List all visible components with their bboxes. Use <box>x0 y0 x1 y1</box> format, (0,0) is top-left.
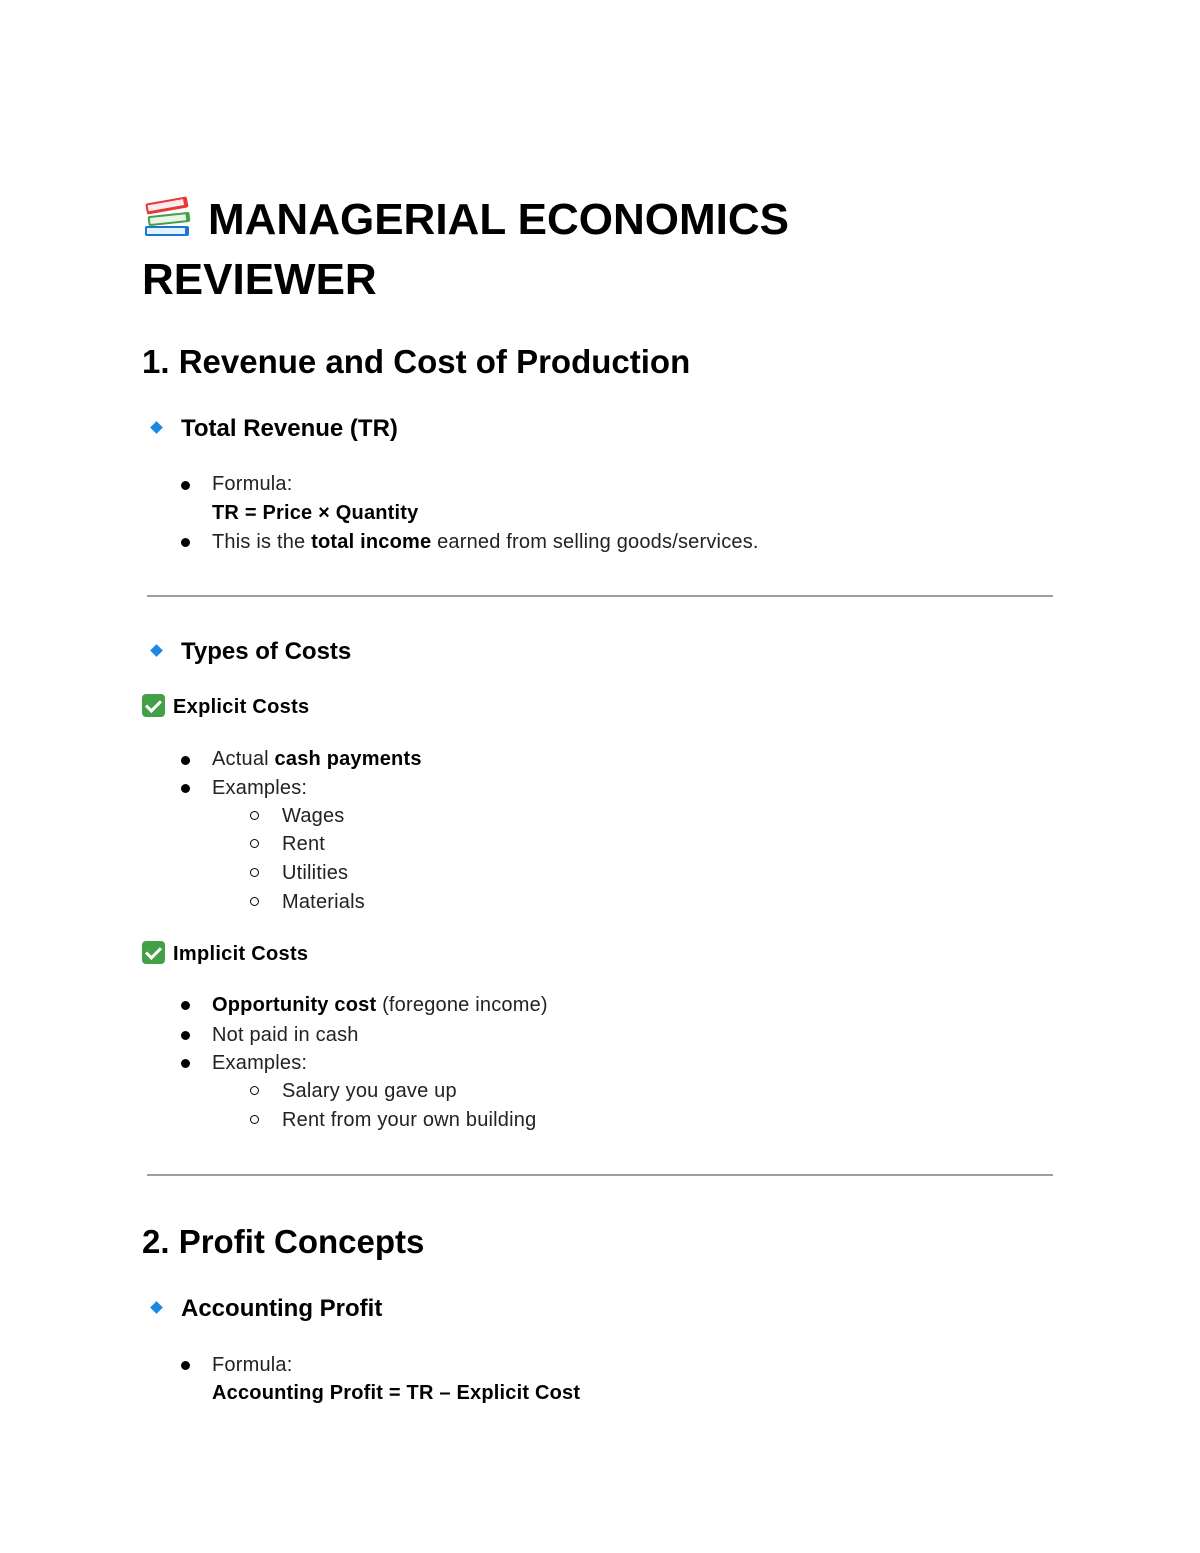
ap-formula: Accounting Profit = TR – Explicit Cost <box>212 1382 581 1404</box>
explicit-item-cash: Actual cash payments <box>212 748 422 770</box>
circle-bullet-icon <box>250 897 259 906</box>
divider <box>147 1174 1053 1176</box>
ap-formula-label: Formula: <box>212 1354 293 1376</box>
explicit-examples-label: Examples: <box>212 777 308 799</box>
check-mark-icon <box>142 941 165 964</box>
tr-formula-label: Formula: <box>212 473 293 495</box>
types-of-costs-heading: Types of Costs <box>142 637 351 667</box>
document-title <box>142 190 942 310</box>
explicit-example: Materials <box>282 891 365 913</box>
circle-bullet-icon <box>250 839 259 848</box>
circle-bullet-icon <box>250 1115 259 1124</box>
bullet-icon <box>181 1031 190 1040</box>
implicit-example: Salary you gave up <box>282 1080 457 1102</box>
circle-bullet-icon <box>250 811 259 820</box>
tr-formula: TR = Price × Quantity <box>212 502 419 524</box>
diamond-bullet-icon <box>150 421 163 434</box>
bullet-icon <box>181 481 190 490</box>
explicit-costs-heading: Explicit Costs <box>142 694 309 720</box>
bullet-icon <box>181 1059 190 1068</box>
section1-heading: 1. Revenue and Cost of Production <box>142 343 691 380</box>
tr-description: This is the total income earned from selling goods/services. <box>212 531 759 553</box>
check-mark-icon <box>142 694 165 717</box>
diamond-bullet-icon <box>150 1301 163 1314</box>
title-text: MANAGERIAL ECONOMICS REVIEWER <box>142 195 789 304</box>
section2-heading: 2. Profit Concepts <box>142 1223 425 1260</box>
explicit-example: Wages <box>282 805 345 827</box>
bullet-icon <box>181 538 190 547</box>
total-revenue-heading: Total Revenue (TR) <box>142 414 398 444</box>
implicit-costs-heading: Implicit Costs <box>142 941 308 967</box>
implicit-example: Rent from your own building <box>282 1109 537 1131</box>
implicit-item-opportunity: Opportunity cost (foregone income) <box>212 994 548 1016</box>
bullet-icon <box>181 756 190 765</box>
explicit-example: Utilities <box>282 862 349 884</box>
accounting-profit-heading: Accounting Profit <box>142 1294 382 1324</box>
explicit-example: Rent <box>282 833 326 855</box>
divider <box>147 595 1053 597</box>
circle-bullet-icon <box>250 1086 259 1095</box>
bullet-icon <box>181 784 190 793</box>
circle-bullet-icon <box>250 868 259 877</box>
books-emoji-icon <box>142 194 194 240</box>
bullet-icon <box>181 1361 190 1370</box>
bullet-icon <box>181 1001 190 1010</box>
implicit-examples-label: Examples: <box>212 1052 308 1074</box>
diamond-bullet-icon <box>150 644 163 657</box>
implicit-item-cash: Not paid in cash <box>212 1024 359 1046</box>
